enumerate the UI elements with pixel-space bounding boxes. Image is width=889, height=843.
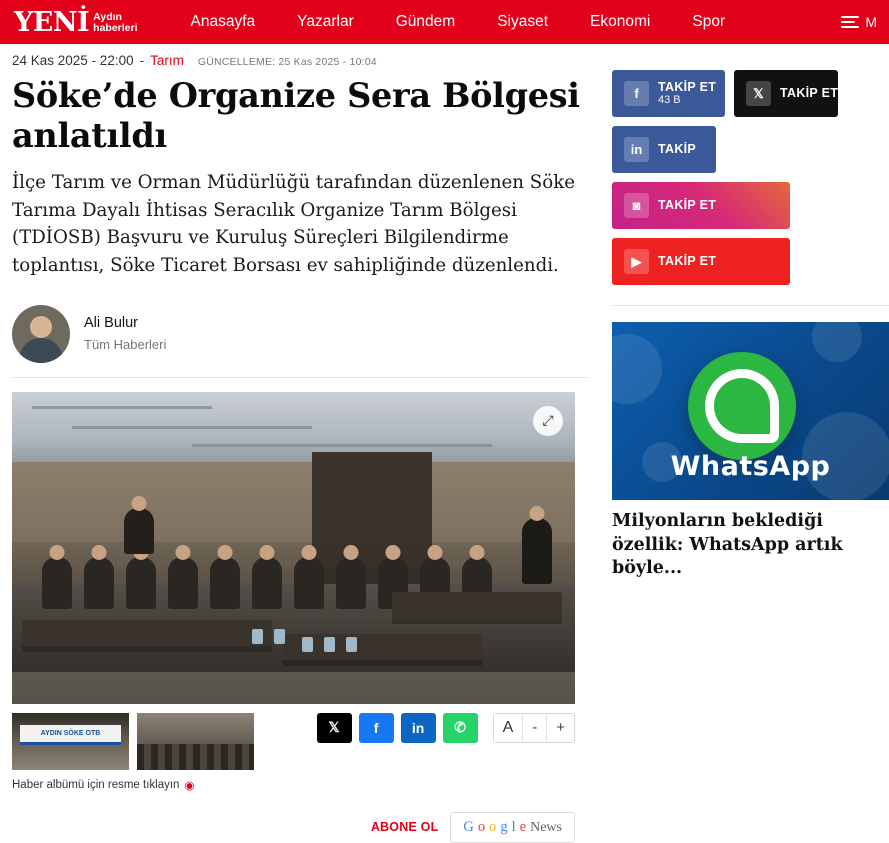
follow-x-label: TAKİP ET [780,86,839,101]
follow-facebook-label: TAKİP ET [658,79,717,94]
logo-sub-line1: Aydın [93,10,122,23]
google-news-label: News [530,819,562,835]
article-column [12,44,588,843]
hamburger-icon [841,16,859,28]
logo-main-text: YENİ [14,6,90,38]
album-hint-text: Haber albümü için resme tıklayın [12,778,180,791]
share-linkedin-button[interactable]: in [401,713,436,743]
nav-item-anasayfa[interactable]: Anasayfa [190,13,256,30]
google-letter-e: e [519,818,527,835]
article-category[interactable]: Tarım [150,53,184,68]
news-card-image-text: WhatsApp [670,451,831,482]
follow-facebook[interactable] [612,70,725,117]
sidebar-divider [612,305,889,306]
page-body [0,44,889,843]
article-hero-image[interactable] [12,392,575,704]
google-letter-l: l [511,818,516,835]
google-letter-g2: g [500,818,508,835]
subscribe-label: ABONE OL [370,820,439,835]
font-size-control [493,713,575,743]
whatsapp-icon [688,352,796,460]
menu-button[interactable] [841,0,881,44]
share-facebook-button[interactable]: f [359,713,394,743]
author-all-news-link[interactable]: Tüm Haberleri [84,337,167,353]
meta-separator: - [139,53,145,68]
article-date: 24 Kas 2025 - 22:00 [12,53,134,68]
font-increase-button[interactable]: + [556,718,565,736]
follow-youtube[interactable] [612,238,790,285]
hero-ceiling [12,392,575,470]
hero-scene [12,392,575,704]
sidebar [612,44,889,843]
avatar [12,305,70,363]
share-x-button[interactable]: 𝕏 [317,713,352,743]
main-nav [170,13,747,31]
gallery-and-share-row [12,713,575,792]
article-meta [12,44,588,68]
logo-sub-text [93,10,137,35]
nav-item-siyaset[interactable]: Siyaset [497,13,549,30]
follow-linkedin[interactable] [612,126,716,173]
social-follow-grid [612,70,889,285]
logo-sub-line2: haberleri [93,22,138,34]
subscribe-row [12,812,575,843]
nav-item-spor[interactable]: Spor [692,13,726,30]
menu-label: M [865,14,877,30]
font-decrease-button[interactable]: - [523,714,547,742]
share-whatsapp-button[interactable]: ✆ [443,713,478,743]
instagram-icon: ◙ [624,193,649,218]
ceiling-beam [32,406,212,409]
facebook-icon: f [624,81,649,106]
author-name[interactable]: Ali Bulur [84,315,138,332]
expand-icon[interactable]: ⤢ [533,406,563,436]
news-card-image [612,322,889,500]
youtube-icon: ▶ [624,249,649,274]
follow-instagram[interactable] [612,182,790,229]
album-hint [12,778,254,792]
nav-item-gundem[interactable]: Gündem [395,13,456,30]
article-summary: İlçe Tarım ve Orman Müdürlüğü tarafından düzenlenen Söke Tarıma Dayalı İhtisas Seracılık Organize Tarım Bölgesi (TDİOSB) Başvuru ve Kuruluş Süreçleri Bilgilendirme toplantısı, Söke Ticaret Borsası ev sahipliğinde düzenlendi. [12,172,575,276]
article-update-time: GÜNCELLEME: 25 Kas 2025 - 10:04 [197,56,377,68]
follow-x[interactable] [734,70,838,117]
gallery-thumb-2[interactable] [137,713,254,770]
nav-item-yazarlar[interactable]: Yazarlar [297,13,354,30]
eye-icon: ◉ [184,779,195,792]
page-title: Söke’de Organize Sera Bölgesi anlatıldı [12,76,580,155]
thumb-caption: AYDIN SÖKE OTB [20,725,121,745]
sidebar-news-card[interactable] [612,322,889,581]
font-size-label: A [494,714,524,742]
share-buttons [317,713,575,743]
nav-item-ekonomi[interactable]: Ekonomi [590,13,651,30]
gallery-thumb-1[interactable] [12,713,129,770]
x-icon: 𝕏 [746,81,771,106]
google-letter-o2: o [489,818,497,835]
site-logo[interactable] [0,6,148,38]
follow-instagram-label: TAKİP ET [658,198,717,213]
follow-youtube-label: TAKİP ET [658,254,717,269]
gallery-thumbnails [12,713,254,770]
ceiling-beam [72,426,312,429]
ceiling-beam [192,444,492,447]
linkedin-icon: in [624,137,649,162]
site-header [0,0,889,44]
author-block[interactable] [12,305,588,378]
google-news-button[interactable] [450,812,575,843]
google-letter-g: G [463,818,474,835]
follow-linkedin-label: TAKİP [658,142,697,157]
google-letter-o1: o [477,818,486,835]
news-card-title[interactable]: Milyonların beklediği özellik: WhatsApp artık böyle... [612,511,843,579]
follow-facebook-count: 43 B [658,94,681,107]
